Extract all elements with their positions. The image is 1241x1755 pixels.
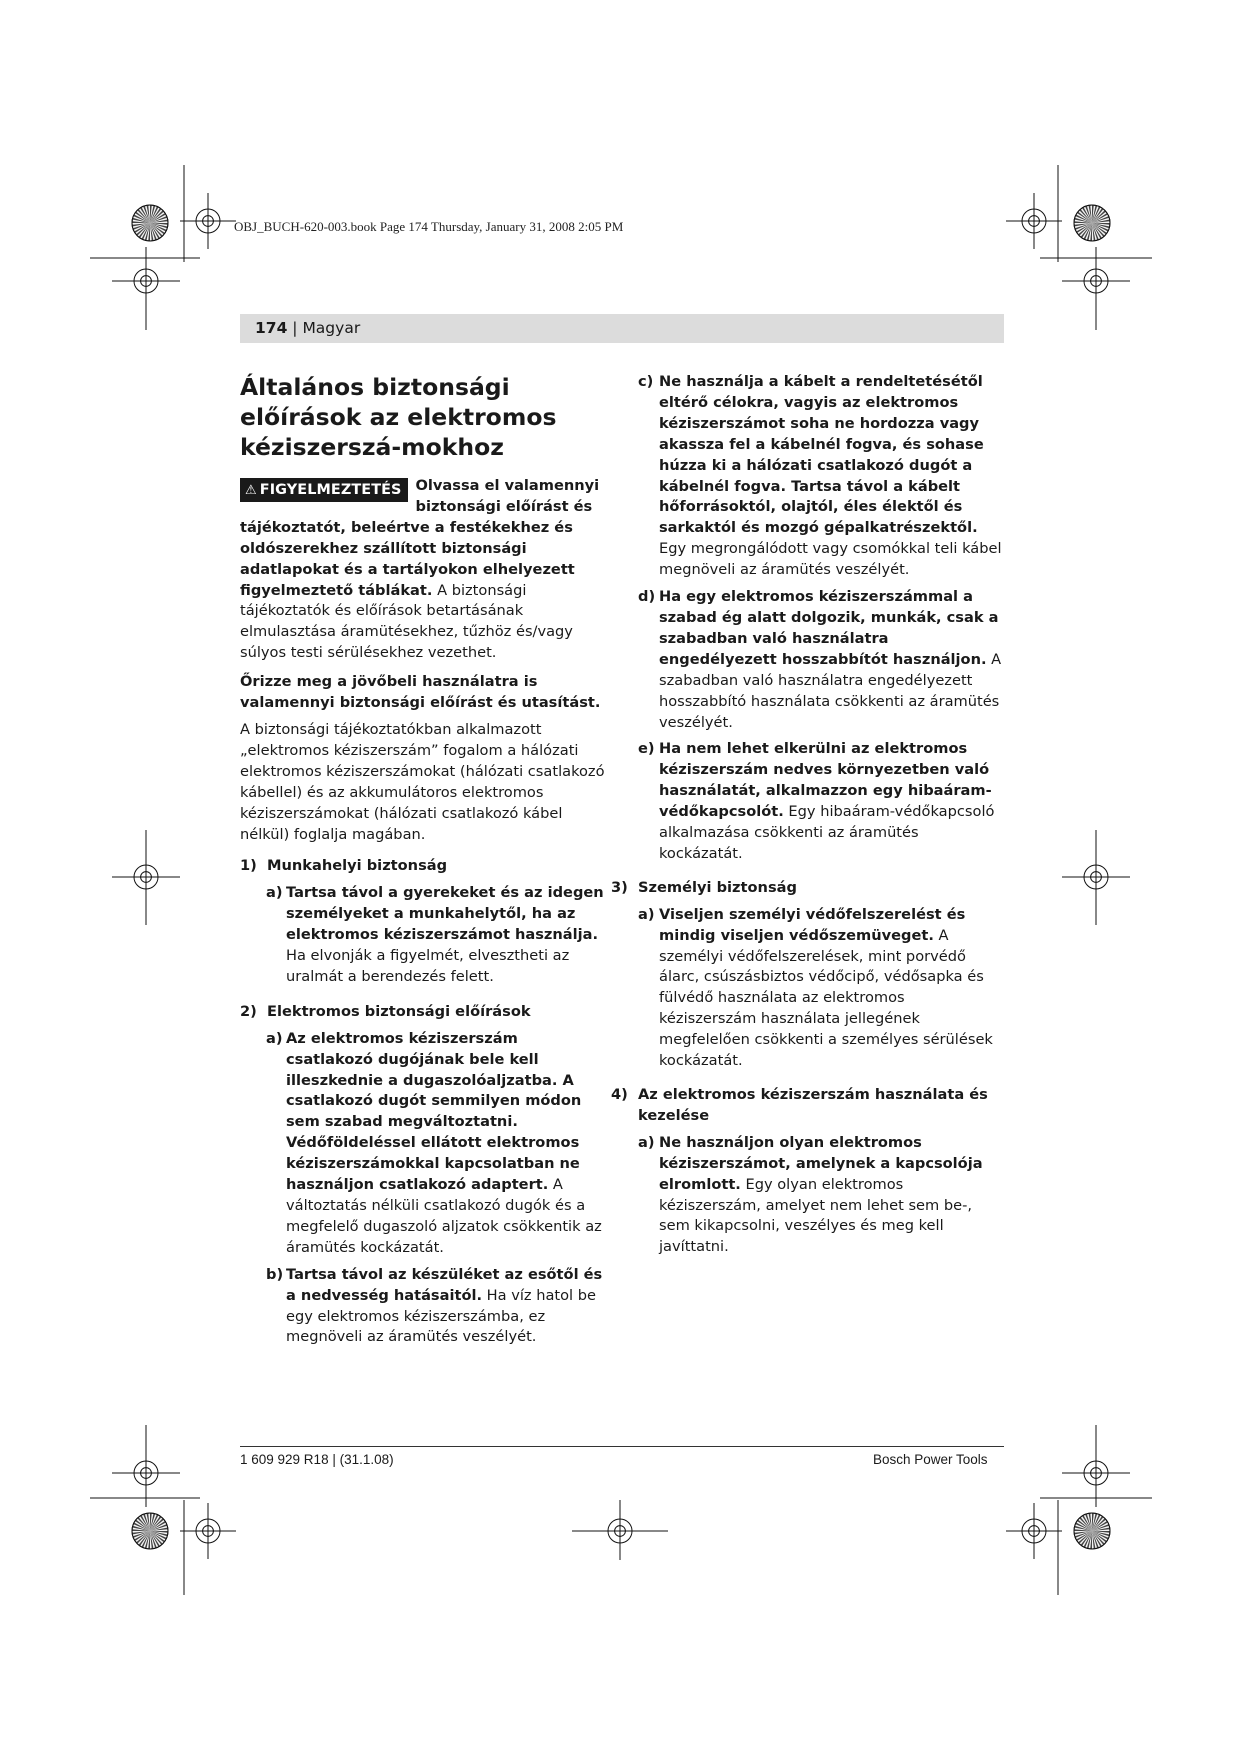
page-title: Általános biztonsági előírások az elektromos kéziszerszá-mokhoz: [240, 373, 557, 461]
section-title-text: Az elektromos kéziszerszám használata és kezelése: [638, 1086, 988, 1124]
list-item: [638, 905, 1004, 1072]
item-bold-text: Viseljen személyi védőfelszerelést és mindig viseljen védőszemüveget.: [659, 905, 966, 944]
item-label: a): [266, 1029, 283, 1047]
section-number: 1): [240, 857, 257, 875]
item-label: d): [638, 588, 656, 606]
section-4: [611, 1085, 1004, 1258]
section-2: [240, 1002, 606, 1349]
item-normal-text: Egy hibaáram-védőkapcsoló alkalmazása csökkenti az áramütés kockázatát.: [659, 803, 995, 862]
section-title: [611, 1085, 1004, 1127]
item-label: e): [638, 740, 655, 758]
section-title-text: Személyi biztonság: [638, 878, 797, 896]
section-title: [240, 856, 606, 877]
keep-instructions-note: Őrizze meg a jövőbeli használatra is valamennyi biztonsági előírást és utasítást.: [240, 673, 601, 712]
item-label: c): [638, 373, 654, 390]
item-label: a): [638, 1133, 655, 1151]
warning-bold-text: Olvassa el valamennyi biztonsági előírást és tájékoztatót, beleértve a festékekhez és oldószerekhez szállított biztonsági adatlapokat és a tartályokon elhelyezett figyelmeztető táblákat.: [240, 477, 600, 599]
item-normal-text: A személyi védőfelszerelések, mint porvédő álarc, csúszásbiztos védőcipő, védősapka és fülvédő használata az elektromos kéziszerszám használata jellegének megfelelően csökkenti a személyes sérülések kockázatát.: [659, 926, 993, 1070]
item-bold-text: Tartsa távol az készüléket az esőtől és a nedvesség hatásaitól.: [286, 1265, 603, 1304]
item-label: a): [266, 884, 283, 902]
warning-badge-label: FIGYELMEZTETÉS: [259, 482, 402, 498]
item-bold-text: Ha nem lehet elkerülni az elektromos kéziszerszám nedves környezetben való használatát, alkalmazzon egy hibaáram-védőkapcsolót.: [659, 740, 992, 821]
item-label: b): [266, 1265, 284, 1283]
definition-paragraph: A biztonsági tájékoztatókban alkalmazott „elektromos kéziszerszám” fogalom a hálózati elektromos kéziszerszámokat (hálózati csatlakozó kábellel) és az akkumulátoros elektromos kéziszerszámokat (hálózati csatlakozó kábel nélkül) foglalja magában.: [240, 720, 605, 843]
list-item: [638, 1133, 1004, 1258]
item-bold-text: Ne használja a kábelt a rendeltetésétől eltérő célokra, vagyis az elektromos kéziszerszámot soha ne hordozza vagy akassza fel a kábelnél fogva, és sohase húzza ki a hálózati csatlakozó dugót a kábelnél fogva. Tartsa távol a kábelt hőforrásoktól, olajtól, éles élektől és sarkaktól és mozgó gépalkatrészektől.: [659, 373, 984, 537]
section-title: [611, 878, 1004, 899]
warning-badge: [240, 478, 408, 502]
item-bold-text: Az elektromos kéziszerszám csatlakozó dugójának bele kell illeszkednie a dugaszolóaljzatba. A csatlakozó dugót semmilyen módon sem szabad megváltoztatni. Védőföldeléssel ellátott elektromos kéziszerszámokkal kapcsolatban ne használjon csatlakozó adaptert.: [286, 1029, 582, 1194]
header-language: Magyar: [302, 319, 361, 337]
list-item: [240, 1029, 606, 1259]
item-normal-text: Ha víz hatol be egy elektromos kéziszerszámba, ez megnöveli az áramütés veszélyét.: [286, 1286, 596, 1346]
list-item: [638, 739, 1004, 864]
section-title: [240, 1002, 606, 1023]
list-item: [638, 587, 1004, 733]
section-3: [611, 878, 1004, 1072]
right-column: [611, 372, 1004, 1258]
item-normal-text: A szabadban való használatra engedélyezett hosszabbító használata csökkenti az áramütés veszélyét.: [659, 650, 1002, 731]
item-normal-text: A változtatás nélküli csatlakozó dugók és a megfelelő dugaszoló aljzatok csökkentik az áramütés kockázatát.: [286, 1176, 602, 1256]
print-metadata-line: OBJ_BUCH-620-003.book Page 174 Thursday, January 31, 2008 2:05 PM: [234, 219, 624, 234]
page-header: [255, 319, 360, 337]
list-item: [240, 883, 606, 988]
footer-document-number: 1 609 929 R18 | (31.1.08): [240, 1452, 394, 1467]
item-bold-text: Ne használjon olyan elektromos kéziszerszámot, amelynek a kapcsolója elromlott.: [659, 1133, 983, 1193]
item-normal-text: Egy megrongálódott vagy csomókkal teli kábel megnöveli az áramütés veszélyét.: [659, 540, 1002, 579]
page-header-bar: [240, 314, 1004, 343]
item-bold-text: Ha egy elektromos kéziszerszámmal a szabad ég alatt dolgozik, munkák, csak a szabadban való használatra engedélyezett hosszabbítót használjon.: [659, 588, 999, 668]
header-separator: |: [287, 319, 303, 337]
item-normal-text: Ha elvonják a figyelmét, elvesztheti az uralmát a berendezés felett.: [286, 947, 570, 985]
section-title-text: Munkahelyi biztonság: [267, 857, 448, 875]
footer-brand: Bosch Power Tools: [873, 1452, 988, 1467]
section-number: 2): [240, 1002, 257, 1020]
section-1: [240, 856, 606, 987]
warning-normal-text: A biztonsági tájékoztatók és előírások betartásának elmulasztása áramütésekhez, tűzhöz és/vagy súlyos testi sérülésekhez vezethet.: [240, 581, 573, 662]
page-number: 174: [255, 319, 288, 337]
item-normal-text: Egy olyan elektromos kéziszerszám, amelyet nem lehet sem be-, sem kikapcsolni, veszélyes és meg kell javíttatni.: [659, 1175, 973, 1256]
item-bold-text: Tartsa távol a gyerekeket és az idegen személyeket a munkahelytől, ha az elektromos kéziszerszámot használja.: [286, 884, 604, 944]
footer-rule: [240, 1446, 1004, 1447]
item-label: a): [638, 905, 655, 923]
warning-paragraph: [240, 476, 606, 664]
section-number: 4): [611, 1086, 628, 1103]
section-number: 3): [611, 878, 628, 896]
list-item: [638, 372, 1004, 581]
section-title-text: Elektromos biztonsági előírások: [267, 1002, 531, 1020]
list-item: [240, 1265, 606, 1349]
left-column: [240, 476, 606, 1348]
warning-triangle-icon: ⚠: [245, 483, 257, 498]
